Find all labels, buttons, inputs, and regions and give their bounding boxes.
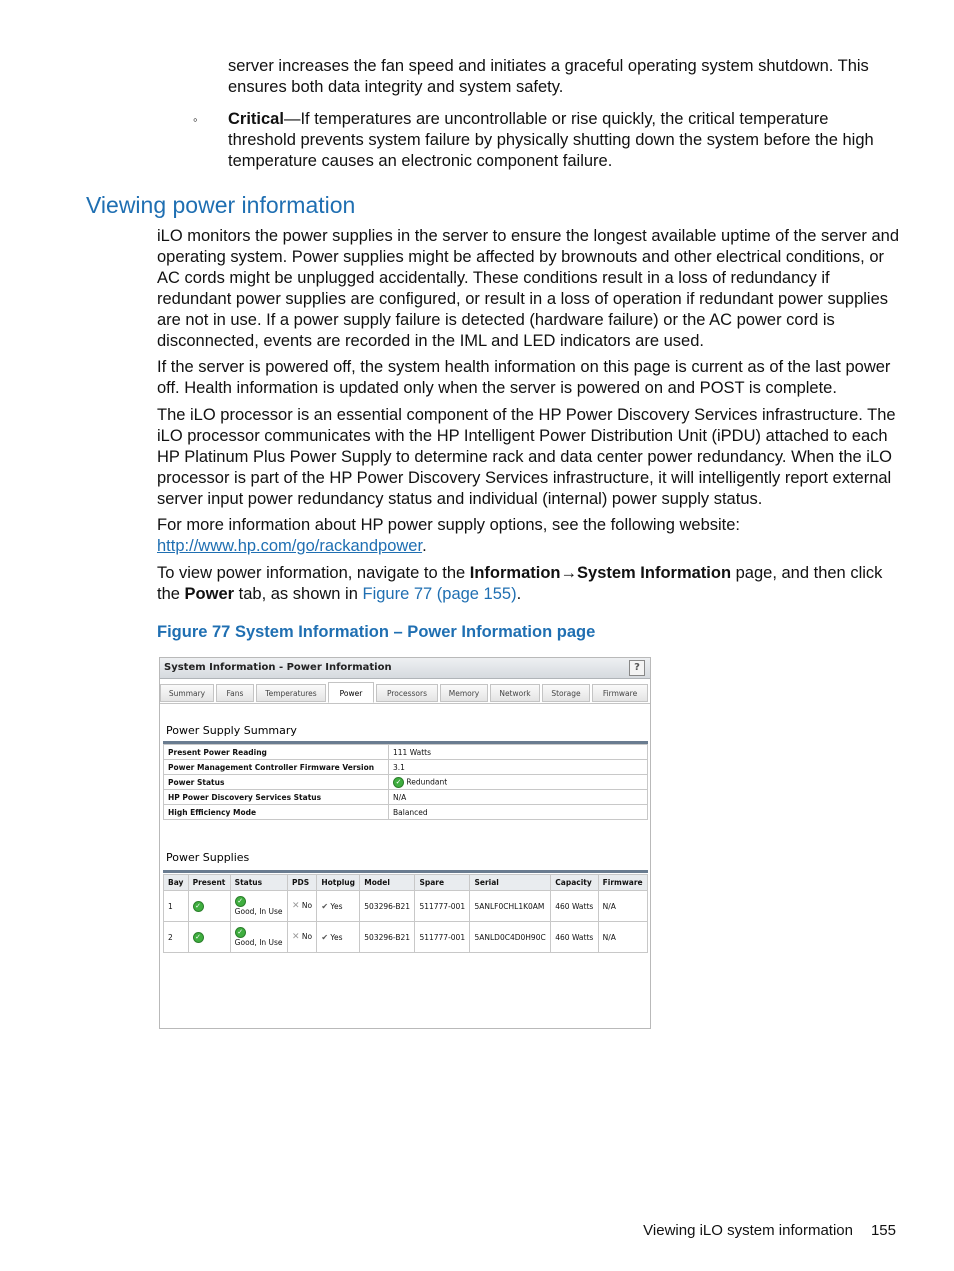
rackandpower-link[interactable]: http://www.hp.com/go/rackandpower — [157, 537, 423, 555]
pds-cell — [287, 922, 316, 953]
summary-key: High Efficiency Mode — [164, 805, 389, 820]
col-pds: PDS — [287, 875, 316, 891]
summary-key: Power Management Controller Firmware Version — [164, 760, 389, 775]
col-capacity: Capacity — [551, 875, 598, 891]
tab-network[interactable]: Network — [490, 684, 540, 702]
section-heading: Viewing power information — [86, 192, 356, 218]
window-title — [160, 658, 650, 679]
spare-cell: 511777-001 — [415, 922, 470, 953]
summary-value — [389, 775, 648, 790]
col-bay: Bay — [164, 875, 189, 891]
system-information-label: System Information — [577, 564, 732, 582]
pds-text: No — [301, 932, 313, 941]
table-row — [164, 745, 648, 760]
tab-bar — [160, 684, 650, 703]
p5-g: . — [516, 585, 522, 603]
bullet-mark: ◦ — [193, 112, 198, 127]
tab-fans[interactable]: Fans — [216, 684, 254, 702]
critical-text: —If temperatures are uncontrollable or rise quickly, the critical temperature threshold prevents system failure by physically shutting down the system before the high temperature causes an electronic component failure. — [228, 110, 874, 170]
p4-end: . — [422, 537, 427, 555]
summary-key: HP Power Discovery Services Status — [164, 790, 389, 805]
hotplug-cell — [317, 891, 360, 922]
page-number: 155 — [870, 1222, 896, 1239]
tab-summary[interactable]: Summary — [160, 684, 214, 702]
spare-cell: 511777-001 — [415, 891, 470, 922]
ok-status-icon: ✓ — [193, 932, 204, 943]
col-model: Model — [360, 875, 415, 891]
capacity-cell: 460 Watts — [551, 922, 598, 953]
ok-status-icon: ✓ — [193, 901, 204, 912]
summary-table — [163, 744, 648, 820]
footer-text: Viewing iLO system information — [643, 1222, 853, 1239]
ok-status-icon: ✓ — [235, 927, 246, 938]
power-status-value: Redundant — [406, 777, 448, 786]
col-hotplug: Hotplug — [317, 875, 360, 891]
table-row — [164, 922, 648, 953]
paragraph-1: iLO monitors the power supplies in the server to ensure the longest available uptime of the server and operating system. Power supplies might be affected by brownouts and other electrical conditions, or AC cords might be unplugged accidentally. These conditions result in a loss of redundancy if redundant power supplies are configured, or result in a loss of operation if redundant power supplies are not in use. If a power supply failure is detected (hardware failure) or the AC power cord is disconnected, events are recorded in the IML and LED indicators are used. — [157, 227, 899, 350]
supplies-table — [163, 874, 648, 953]
bay-cell: 2 — [164, 922, 189, 953]
col-present: Present — [188, 875, 230, 891]
paragraph-2: If the server is powered off, the system health information on this page is current as of the last power off. Health information is updated only when the server is powered on and POST is complete. — [157, 358, 891, 397]
summary-key: Present Power Reading — [164, 745, 389, 760]
col-serial: Serial — [470, 875, 551, 891]
summary-value: Balanced — [389, 805, 648, 820]
paragraph-5 — [157, 563, 899, 605]
critical-item — [228, 109, 900, 172]
window-title-text: System Information - Power Information — [164, 662, 392, 673]
paragraph-4 — [157, 515, 899, 557]
check-icon: ✔ — [321, 932, 329, 942]
pds-text: No — [301, 901, 313, 910]
table-row — [164, 790, 648, 805]
status-text: Good, In Use — [234, 907, 283, 916]
tab-memory[interactable]: Memory — [440, 684, 488, 702]
p5-f: tab, as shown in — [234, 585, 363, 603]
serial-cell: 5ANLF0CHL1K0AM — [470, 891, 551, 922]
x-icon: ✕ — [291, 932, 300, 942]
hotplug-text: Yes — [330, 932, 343, 942]
summary-title: Power Supply Summary — [166, 724, 297, 737]
bay-cell: 1 — [164, 891, 189, 922]
present-cell — [188, 922, 230, 953]
tab-temperatures[interactable]: Temperatures — [256, 684, 326, 702]
check-icon: ✔ — [321, 901, 329, 911]
table-header-row — [164, 875, 648, 891]
paragraph-3: The iLO processor is an essential component of the HP Power Discovery Services infrastructure. The iLO processor communicates with the HP Intelligent Power Distribution Unit (iPDU) attached to each HP Platinum Plus Power Supply to determine rack and data center power redundancy. When the iLO processor is part of the HP Power Discovery Services infrastructure, it will intelligently report external server input power redundancy status and individual (internal) power supply status. — [157, 406, 896, 508]
supplies-title: Power Supplies — [166, 851, 250, 864]
p4-text: For more information about HP power supply options, see the following website: — [157, 516, 741, 534]
col-status: Status — [230, 875, 287, 891]
critical-label: Critical — [228, 110, 284, 128]
tab-storage[interactable]: Storage — [542, 684, 590, 702]
summary-value: 3.1 — [389, 760, 648, 775]
table-row — [164, 805, 648, 820]
tab-power[interactable]: Power — [328, 682, 374, 703]
ok-status-icon: ✓ — [235, 896, 246, 907]
continuation-text: server increases the fan speed and initiates a graceful operating system shutdown. This ensures both data integrity and system safety. — [228, 57, 869, 96]
supplies-divider — [163, 870, 648, 873]
arrow-icon: → — [560, 564, 578, 582]
status-text: Good, In Use — [234, 938, 283, 947]
p5-a: To view power information, navigate to the — [157, 564, 470, 582]
summary-key: Power Status — [164, 775, 389, 790]
model-cell: 503296-B21 — [360, 922, 415, 953]
col-spare: Spare — [415, 875, 470, 891]
table-row — [164, 760, 648, 775]
x-icon: ✕ — [291, 901, 300, 911]
figure-caption: Figure 77 System Information – Power Information page — [157, 623, 596, 641]
page-footer — [643, 1222, 896, 1239]
pds-cell — [287, 891, 316, 922]
col-firmware: Firmware — [598, 875, 647, 891]
information-menu-label: Information — [469, 564, 561, 582]
ok-status-icon: ✓ — [393, 777, 404, 788]
status-cell — [230, 922, 287, 953]
model-cell: 503296-B21 — [360, 891, 415, 922]
power-tab-label: Power — [184, 585, 235, 603]
table-row — [164, 891, 648, 922]
serial-cell: 5ANLD0C4D0H90C — [470, 922, 551, 953]
summary-value: 111 Watts — [389, 745, 648, 760]
p5-d: page, and then click the — [157, 564, 883, 603]
tab-processors[interactable]: Processors — [376, 684, 438, 702]
hotplug-text: Yes — [330, 901, 343, 911]
ilo-screenshot — [159, 657, 651, 1029]
figure-xref-link[interactable]: Figure 77 (page 155) — [362, 585, 517, 603]
tab-firmware[interactable]: Firmware — [592, 684, 648, 702]
hotplug-cell — [317, 922, 360, 953]
status-cell — [230, 891, 287, 922]
firmware-cell: N/A — [598, 922, 647, 953]
present-cell — [188, 891, 230, 922]
table-row — [164, 775, 648, 790]
summary-value: N/A — [389, 790, 648, 805]
capacity-cell: 460 Watts — [551, 891, 598, 922]
help-icon[interactable]: ? — [629, 660, 645, 676]
firmware-cell: N/A — [598, 891, 647, 922]
